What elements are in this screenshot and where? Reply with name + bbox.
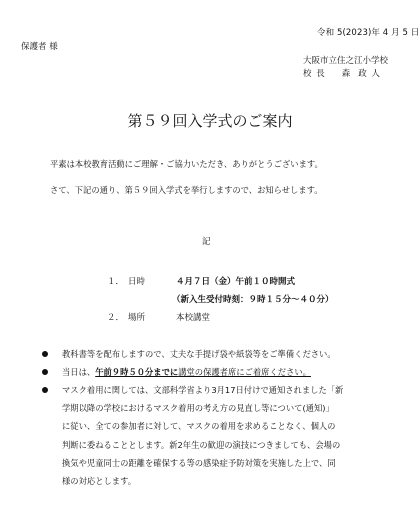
detail-label-datetime: 日時 (128, 277, 146, 287)
bullet-icon (42, 387, 48, 393)
detail-number: １． (107, 277, 125, 287)
bullet-icon (42, 351, 48, 357)
bullet-icon (42, 369, 48, 375)
detail-label-place: 場所 (128, 313, 146, 323)
school-name: 大阪市立住之江小学校 (303, 56, 389, 66)
detail-value-datetime: ４月７日（金）午前１０時開式 (176, 277, 296, 287)
note-mask-line: 学期以降の学校におけるマスク着用の考え方の見直し等について(通知)」 (62, 403, 334, 413)
ki-heading: 記 (202, 237, 211, 247)
note-seating-instruction: 講堂の保護者席にご着席ください。 (178, 367, 311, 377)
recipient: 保護者 様 (21, 42, 58, 52)
note-mask-line: マスク着用に関しては、文部科学省より3月17日付けで通知されました「新 (62, 385, 344, 395)
page-title: 第５９回入学式のご案内 (127, 112, 293, 130)
note-mask-line: 換気や児童同士の距離を確保する等の感染症予防対策を実施した上で、同 (62, 458, 336, 468)
note-mask-line: 判断に委ねることとします。新2年生の歓迎の演技につきましても、会場の (62, 440, 341, 450)
document-date: 令和 5(2023)年 4 月 5 日 (317, 28, 420, 38)
principal-title: 校 長 (303, 69, 326, 79)
note-seating-deadline: 午前９時５０分までに (95, 367, 179, 377)
note-mask-line: に従い、全ての参加者に対して、マスクの着用を求めることなく、個人の (62, 421, 336, 431)
detail-value-place: 本校講堂 (176, 313, 211, 323)
announcement-paragraph: さて、下記の通り、第５９回入学式を挙行しますので、お知らせします。 (50, 185, 323, 195)
note-seating (62, 366, 311, 378)
reception-time: （新入生受付時刻：９時１５分～４０分） (172, 295, 334, 305)
principal-family-name: 森 (341, 69, 352, 79)
note-mask-line: 様の対応とします。 (62, 476, 137, 486)
principal-signature (303, 67, 381, 79)
principal-given-name: 政 人 (358, 69, 381, 79)
greeting-paragraph: 平素は本校教育活動にご理解・ご協力いただき、ありがとうございます。 (50, 159, 323, 169)
note-textbooks: 教科書等を配布しますので、丈夫な手提げ袋や紙袋等をご準備ください。 (62, 349, 336, 359)
detail-number: ２． (107, 313, 125, 323)
note-seating-prefix: 当日は、 (62, 367, 96, 377)
